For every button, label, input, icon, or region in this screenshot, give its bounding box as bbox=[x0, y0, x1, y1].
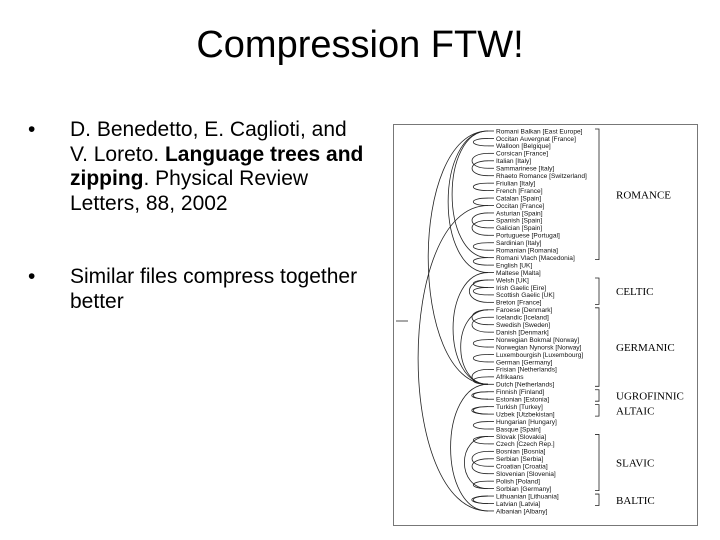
language-leaf-label: Welsh [UK] bbox=[496, 277, 529, 285]
family-bracket bbox=[595, 434, 599, 490]
language-leaf-label: Dutch [Netherlands] bbox=[496, 381, 555, 389]
bullet-marker: • bbox=[28, 265, 36, 288]
language-family-label: SLAVIC bbox=[616, 457, 655, 470]
family-bracket bbox=[595, 129, 599, 260]
slide-title: Compression FTW! bbox=[196, 24, 524, 66]
tree-branch bbox=[473, 183, 488, 190]
language-leaf-label: German [Germany] bbox=[496, 359, 553, 367]
language-leaf-label: Faroese [Denmark] bbox=[496, 307, 553, 315]
language-leaf-label: Turkish [Turkey] bbox=[496, 403, 543, 411]
language-leaf-label: Romani Vlach [Macedonia] bbox=[496, 254, 575, 262]
tree-branch bbox=[452, 131, 488, 258]
tree-branch bbox=[464, 436, 488, 488]
language-leaf-label: Albanian [Albany] bbox=[496, 508, 548, 516]
language-leaf-label: Sammarinese [Italy] bbox=[496, 165, 555, 173]
language-leaf-label: Afrikaans bbox=[496, 374, 524, 382]
tree-branch bbox=[473, 422, 488, 429]
family-bracket bbox=[595, 278, 599, 304]
language-leaf-label: Maltese [Malta] bbox=[496, 269, 541, 277]
tree-branch bbox=[448, 131, 488, 273]
tree-branch bbox=[451, 384, 488, 511]
language-leaf-label: Galician [Spain] bbox=[496, 225, 543, 233]
language-leaf-label: Breton [France] bbox=[496, 299, 542, 307]
bullet-text bbox=[70, 118, 368, 216]
tree-branch bbox=[473, 340, 488, 347]
language-family-label: BALTIC bbox=[616, 494, 655, 507]
tree-branch bbox=[472, 392, 488, 399]
language-leaf-label: Rhaeto Romance [Switzerland] bbox=[496, 173, 587, 180]
tree-branch bbox=[473, 198, 488, 205]
language-family-label: GERMANIC bbox=[616, 342, 675, 355]
language-leaf-label: Spanish [Spain] bbox=[496, 217, 543, 225]
language-tree-figure bbox=[393, 124, 698, 526]
language-leaf-label: Scottish Gaelic [UK] bbox=[496, 292, 555, 300]
citation-title: Language trees and zipping bbox=[70, 142, 364, 190]
language-leaf-label: Portuguese [Portugal] bbox=[496, 232, 560, 240]
language-leaf-label: Friulian [Italy] bbox=[496, 180, 536, 188]
tree-branch bbox=[469, 280, 488, 302]
language-leaf-label: Corsican [France] bbox=[496, 150, 549, 158]
language-family-label: CELTIC bbox=[616, 286, 654, 299]
language-leaf-label: Basque [Spain] bbox=[496, 426, 541, 434]
tree-branch bbox=[473, 243, 488, 250]
language-leaf-label: Romani Balkan [East Europe] bbox=[496, 128, 583, 136]
bullet-citation bbox=[28, 118, 368, 216]
language-leaf-label: Czech [Czech Rep.] bbox=[496, 441, 555, 449]
family-bracket bbox=[595, 494, 599, 505]
language-family-label: ALTAIC bbox=[616, 405, 655, 418]
language-leaf-label: Bosnian [Bosnia] bbox=[496, 448, 546, 456]
bullet-marker: • bbox=[28, 118, 36, 141]
language-leaf-label: Catalan [Spain] bbox=[496, 195, 542, 203]
language-leaf-label: Sorbian [Germany] bbox=[496, 485, 552, 493]
language-leaf-label: Frisian [Netherlands] bbox=[496, 366, 557, 374]
language-family-label: ROMANCE bbox=[616, 189, 672, 202]
language-leaf-label: French [France] bbox=[496, 187, 543, 195]
language-leaf-label: Occitan Auvergnat [France] bbox=[496, 135, 576, 143]
family-bracket bbox=[595, 308, 599, 387]
language-leaf-label: Romanian [Romania] bbox=[496, 247, 558, 255]
language-tree-diagram bbox=[394, 125, 697, 525]
language-leaf-label: Slovak [Slovakia] bbox=[496, 433, 547, 441]
language-leaf-label: Sardinian [Italy] bbox=[496, 240, 542, 248]
language-leaf-label: Uzbek [Utzbekistan] bbox=[496, 411, 555, 419]
language-leaf-label: Norwegian Nynorsk [Norway] bbox=[496, 344, 582, 352]
language-leaf-label: English [UK] bbox=[496, 262, 533, 270]
language-leaf-label: Occitan [France] bbox=[496, 202, 545, 210]
language-leaf-label: Danish [Denmark] bbox=[496, 329, 549, 337]
language-leaf-label: Croatian [Croatia] bbox=[496, 463, 548, 471]
language-leaf-label: Lithuanian [Lithuania] bbox=[496, 493, 559, 501]
language-leaf-label: Hungarian [Hungary] bbox=[496, 418, 557, 426]
language-family-label: UGROFINNIC bbox=[616, 390, 684, 403]
language-leaf-label: Polish [Poland] bbox=[496, 478, 540, 486]
language-leaf-label: Slovenian [Slovenia] bbox=[496, 471, 556, 478]
language-leaf-label: Irish Gaelic [Eire] bbox=[496, 284, 547, 292]
language-leaf-label: Finnish [Finland] bbox=[496, 389, 545, 397]
citation-journal: . Physical Review Letters, 88, 2002 bbox=[70, 167, 309, 215]
language-leaf-label: Asturian [Spain] bbox=[496, 210, 543, 218]
language-leaf-label: Swedish [Sweden] bbox=[496, 322, 551, 329]
bullet-similar-files bbox=[28, 265, 368, 314]
family-bracket bbox=[595, 390, 599, 401]
language-leaf-label: Luxembourgish [Luxembourg] bbox=[496, 351, 584, 359]
citation-authors: D. Benedetto, E. Caglioti, and V. Loreto. bbox=[70, 118, 347, 166]
language-leaf-label: Serbian [Serbia] bbox=[496, 456, 544, 464]
family-bracket bbox=[595, 405, 599, 416]
language-leaf-label: Norwegian Bokmal [Norway] bbox=[496, 336, 580, 344]
language-leaf-label: Icelandic [Iceland] bbox=[496, 314, 549, 322]
language-leaf-label: Latvian [Latvia] bbox=[496, 500, 541, 508]
language-leaf-label: Estonian [Estonia] bbox=[496, 396, 550, 404]
tree-branch bbox=[473, 258, 488, 265]
tree-branch bbox=[453, 273, 488, 385]
language-leaf-label: Italian [Italy] bbox=[496, 158, 532, 166]
language-leaf-label: Walloon [Belgique] bbox=[496, 143, 551, 151]
tree-branch bbox=[473, 287, 488, 294]
tree-branch bbox=[473, 355, 488, 362]
bullet-text: Similar files compress together better bbox=[70, 265, 358, 313]
tree-branch bbox=[472, 407, 488, 414]
tree-branch bbox=[472, 496, 488, 503]
tree-branch bbox=[473, 138, 488, 145]
